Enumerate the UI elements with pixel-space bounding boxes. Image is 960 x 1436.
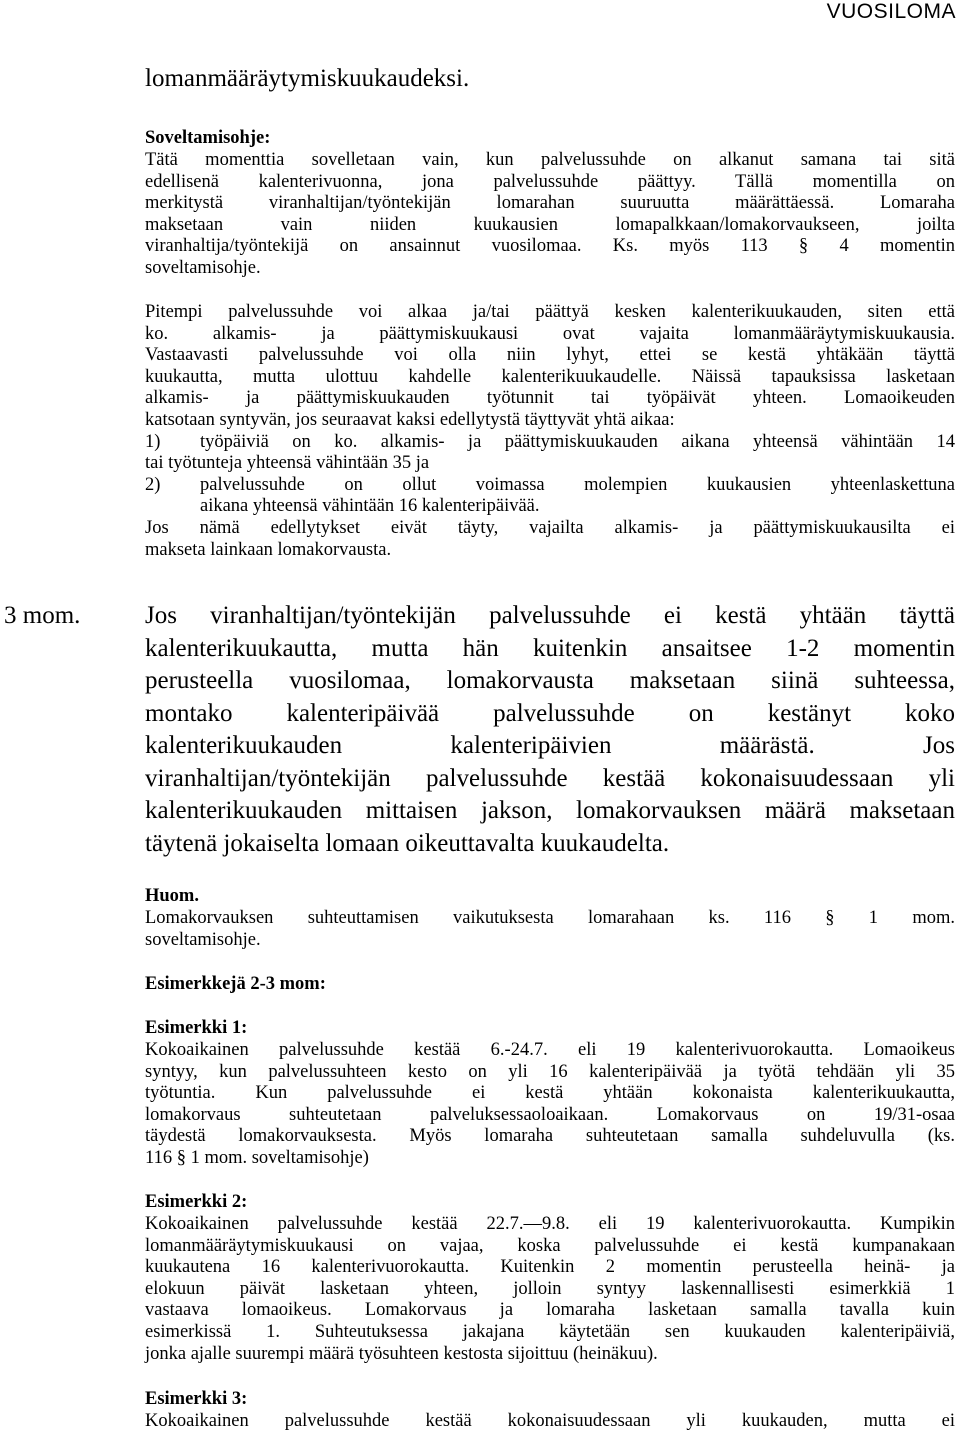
list-item-number: 1) <box>145 431 161 452</box>
example-2-text <box>145 1214 955 1365</box>
example-1-text <box>145 1040 955 1170</box>
text-line: ko. alkamis- ja päättymiskuukausi ovat vajaita lomanmääräytymiskuukausia. <box>145 323 955 344</box>
text-line: syntyy, kun palvelussuhteen kesto on yli 16 kalenteripäivää ja työtä tehdään yli 35 <box>145 1061 955 1082</box>
text-line: kalenterikuukautta, mutta hän kuitenkin ansaitsee 1-2 momentin <box>145 634 955 662</box>
text-line: maksetaan vain niiden kuukausien lomapalkkaan/lomakorvaukseen, joilta <box>145 214 955 235</box>
text-line: viranhaltija/työntekijä on ansainnut vuosilomaa. Ks. myös 113 § 4 momentin <box>145 236 955 257</box>
intro-text: lomanmääräytymiskuukaudeksi. <box>145 65 470 92</box>
text-line: Kokoaikainen palvelussuhde kestää 6.-24.7. eli 19 kalenterivuorokautta. Lomaoikeus <box>145 1040 955 1060</box>
text-line: Kokoaikainen palvelussuhde kestää 22.7.—9.8. eli 19 kalenterivuorokautta. Kumpikin <box>145 1214 955 1234</box>
text-line: makseta lainkaan lomakorvausta. <box>145 539 392 560</box>
text-line: alkamis- ja päättymiskuukauden työtunnit tai työpäivät yhteen. Lomaoikeuden <box>145 388 955 409</box>
example-3-text <box>145 1411 955 1433</box>
document-header-title: VUOSILOMA <box>826 0 956 23</box>
text-line: vastaava lomaoikeus. Lomakorvaus ja lomaraha lasketaan samalla tavalla kuin <box>145 1300 955 1321</box>
text-line: soveltamisohje. <box>145 929 261 950</box>
text-line: perusteella vuosilomaa, lomakorvausta maksetaan siinä suhteessa, <box>145 667 955 694</box>
text-line: montako kalenteripäivää palvelussuhde on kestänyt koko <box>145 699 955 727</box>
text-line: Vastaavasti palvelussuhde voi olla niin lyhyt, ettei se kestä yhtäkään täyttä <box>145 345 955 366</box>
text-line: kalenterikuukauden kalenteripäivien määrästä. Jos <box>145 732 955 759</box>
text-line: edellisenä kalenterivuonna, jona palvelussuhde päättyy. Tällä momentilla on <box>145 171 955 192</box>
soveltamisohje-heading: Soveltamisohje: <box>145 128 271 148</box>
text-line: esimerkissä 1. Suhteutuksessa jakajana käytetään sen kuukauden kalenteripäiviä, <box>145 1321 955 1342</box>
list-item-text: työpäiviä on ko. alkamis- ja päättymiskuukauden aikana yhteensä vähintään 14 <box>200 431 955 452</box>
text-line: täytenä jokaiselta lomaan oikeuttavalta kuukaudelta. <box>145 829 670 857</box>
list-item-2-continuation-row <box>145 496 955 518</box>
text-line: kuukautena 16 kalenterivuorokautta. Kuitenkin 2 momentin perusteella heinä- ja <box>145 1257 955 1278</box>
text-line: Tätä momenttia sovelletaan vain, kun palvelussuhde on alkanut samana tai sitä <box>145 150 955 170</box>
text-line: 116 § 1 mom. soveltamisohje) <box>145 1147 369 1168</box>
text-line: viranhaltijan/työntekijän palvelussuhde kestää kokonaisuudessaan yli <box>145 764 955 792</box>
soveltamisohje-paragraph-2 <box>145 302 955 561</box>
text-line: merkitystä viranhaltijan/työntekijän lomarahan suuruutta määrättäessä. Lomaraha <box>145 193 955 214</box>
example-3-heading: Esimerkki 3: <box>145 1389 248 1409</box>
text-line: elokuun päivät lasketaan yhteen, jolloin syntyy laskennallisesti esimerkkiä 1 <box>145 1278 955 1299</box>
moment-3-label: 3 mom. <box>4 602 81 629</box>
example-1-heading: Esimerkki 1: <box>145 1018 248 1038</box>
text-line: Jos nämä edellytykset eivät täyty, vajailta alkamis- ja päättymiskuukausilta ei <box>145 517 955 538</box>
examples-heading: Esimerkkejä 2-3 mom: <box>145 974 326 994</box>
text-line: jonka ajalle suurempi määrä työsuhteen kestosta sijoittuu (heinäkuu). <box>145 1343 658 1364</box>
text-line: Kokoaikainen palvelussuhde kestää kokonaisuudessaan yli kuukauden, mutta ei <box>145 1411 955 1431</box>
text-line: kalenterikuukauden mittaisen jakson, lomakorvauksen määrä maksetaan <box>145 797 955 824</box>
text-line: lomanmääräytymiskuukausi on vajaa, koska palvelussuhde ei kestä kumpanakaan <box>145 1235 955 1256</box>
huom-text <box>145 908 955 951</box>
text-line: soveltamisohje. <box>145 257 261 278</box>
text-line: Pitempi palvelussuhde voi alkaa ja/tai päättyä kesken kalenterikuukauden, siten että <box>145 302 955 322</box>
text-line: täydestä lomakorvauksesta. Myös lomaraha suhteutetaan samalla suhdeluvulla (ks. <box>145 1126 955 1147</box>
text-line: Lomakorvauksen suhteuttamisen vaikutuksesta lomarahaan ks. 116 § 1 mom. <box>145 908 955 928</box>
text-line: lomakorvaus suhteutetaan palveluksessaoloaikaan. Lomakorvaus on 19/31-osaa <box>145 1104 955 1125</box>
example-2-heading: Esimerkki 2: <box>145 1192 248 1212</box>
list-item-1-continuation: tai työtunteja yhteensä vähintään 35 ja <box>145 453 430 474</box>
text-line: kuukautta, mutta ulottuu kahdelle kalenterikuukaudelle. Näissä tapauksissa lasketaan <box>145 366 955 387</box>
text-line: katsotaan syntyvän, jos seuraavat kaksi edellytystä täyttyvät yhtä aikaa: <box>145 409 675 430</box>
soveltamisohje-paragraph-1 <box>145 150 955 280</box>
list-item-2-continuation: aikana yhteensä vähintään 16 kalenteripäivää. <box>200 496 540 517</box>
huom-heading: Huom. <box>145 886 199 906</box>
list-item-number: 2) <box>145 474 161 495</box>
list-item-1 <box>145 432 955 454</box>
list-item-text: palvelussuhde on ollut voimassa molempien kuukausien yhteenlaskettuna <box>200 474 955 495</box>
text-line: Jos viranhaltijan/työntekijän palvelussuhde ei kestä yhtään täyttä <box>145 602 955 629</box>
list-item-2 <box>145 475 955 497</box>
text-line: työtuntia. Kun palvelussuhde ei kestä yhtään kokonaista kalenterikuukautta, <box>145 1083 955 1104</box>
moment-3-text <box>145 600 955 860</box>
